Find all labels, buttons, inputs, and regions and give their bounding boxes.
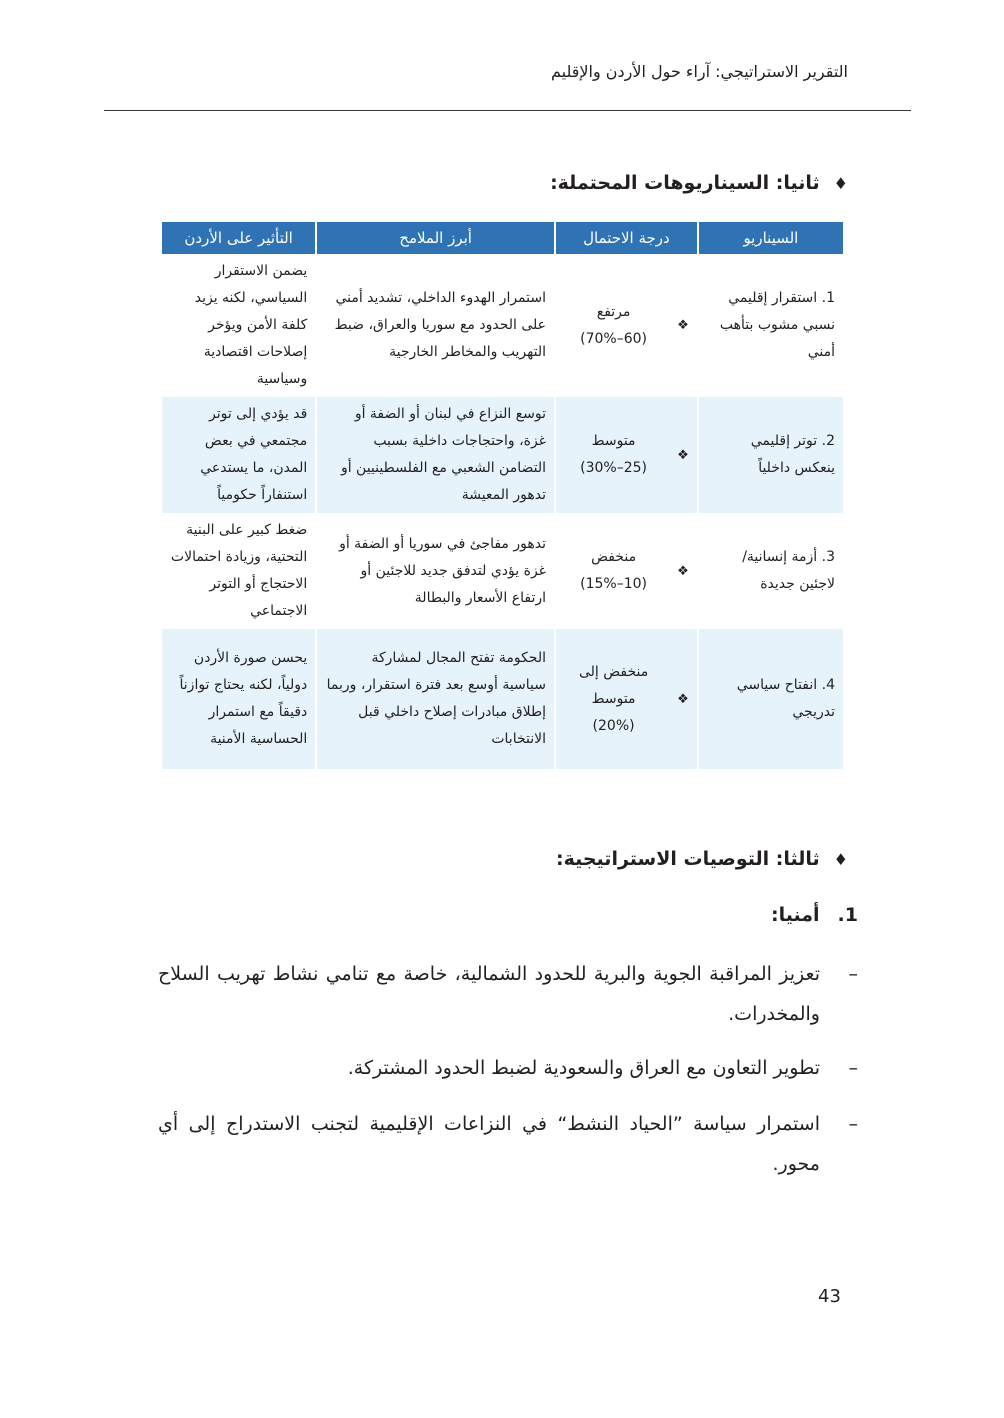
features-cell: توسع النزاع في لبنان أو الضفة أو غزة، واحتجاجات داخلية بسبب التضامن الشعبي مع الفلسطينيين أو تدهور المعيشة (317, 397, 554, 513)
table-row (162, 513, 843, 629)
probability-level: مرتفع (596, 303, 631, 320)
column-header: أبرز الملامح (317, 222, 554, 254)
running-header: التقرير الاستراتيجي: آراء حول الأردن والإقليم (550, 62, 848, 81)
table-row (162, 397, 843, 513)
subsection-heading (771, 904, 858, 926)
recommendation-text: استمرار سياسة ”الحياد النشط“ في النزاعات الإقليمية لتجنب الاستدراج إلى أي محور. (158, 1113, 820, 1175)
recommendation-text: تعزيز المراقبة الجوية والبرية للحدود الشمالية، خاصة مع تنامي نشاط تهريب السلاح والمخدرات. (158, 963, 820, 1025)
scenario-cell: 3. أزمة إنسانية/ لاجئين جديدة (742, 549, 835, 592)
subsection-number: 1. (837, 904, 858, 926)
impact-cell: قد يؤدي إلى توتر مجتمعي في بعض المدن، ما يستدعي استنفاراً حكومياً (162, 397, 315, 513)
probability-percent: (70%–60) (580, 330, 647, 347)
impact-cell: يضمن الاستقرار السياسي، لكنه يزيد كلفة الأمن ويؤخر إصلاحات اقتصادية وسياسية (194, 263, 308, 387)
probability-percent: (20%) (592, 717, 635, 734)
recommendation-item (158, 1048, 858, 1088)
four-diamond-bullet-icon: ❖ (677, 563, 689, 579)
impact-cell: يحسن صورة الأردن دولياً، لكنه يحتاج توازناً دقيقاً مع استمرار الحساسية الأمنية (162, 629, 315, 769)
section-title: ثانيا: السيناريوهات المحتملة: (550, 172, 820, 194)
probability-cell (556, 397, 697, 513)
four-diamond-bullet-icon: ❖ (677, 318, 689, 333)
header-rule (104, 110, 911, 111)
features-cell: تدهور مفاجئ في سوريا أو الضفة أو غزة يؤدي لتدفق جديد للاجئين أو ارتفاع الأسعار والبطالة (339, 535, 546, 606)
table-row (162, 254, 843, 397)
section-heading-recommendations (556, 848, 848, 870)
probability-percent: (30%–25) (580, 460, 647, 476)
impact-cell: ضغط كبير على البنية التحتية، وزيادة احتمالات الاحتجاج أو التوتر الاجتماعي (170, 522, 308, 619)
scenario-cell: 1. استقرار إقليمي نسبي مشوب بتأهب أمني (719, 290, 835, 360)
probability-cell (556, 254, 697, 397)
table-header-row (162, 222, 843, 254)
features-cell: الحكومة تفتح المجال لمشاركة سياسية أوسع بعد فترة استقرار، وربما إطلاق مبادرات إصلاح داخلي قبل الانتخابات (317, 629, 554, 769)
page-number: 43 (818, 1286, 841, 1307)
dash-bullet: – (848, 1113, 858, 1135)
probability-level: منخفض (591, 549, 637, 565)
scenarios-table (160, 222, 845, 769)
column-header: درجة الاحتمال (556, 222, 697, 254)
column-header: السيناريو (699, 222, 843, 254)
section-title: ثالثا: التوصيات الاستراتيجية: (555, 848, 820, 870)
four-diamond-bullet-icon: ❖ (677, 447, 689, 463)
probability-percent: (15%–10) (580, 576, 647, 592)
recommendation-item (158, 954, 858, 1034)
dash-bullet: – (848, 1057, 858, 1079)
probability-cell (556, 629, 697, 769)
scenario-cell: 4. انفتاح سياسي تدريجي (699, 629, 843, 769)
probability-cell (556, 513, 697, 629)
section-heading-scenarios (550, 172, 848, 194)
dash-bullet: – (848, 963, 858, 985)
column-header: التأثير على الأردن (162, 222, 315, 254)
subsection-title: أمنيا: (771, 904, 820, 926)
scenario-cell: 2. توتر إقليمي ينعكس داخلياً (699, 397, 843, 513)
recommendation-item (158, 1104, 858, 1184)
table-row (162, 629, 843, 769)
probability-level: متوسط (591, 433, 636, 449)
diamond-bullet-icon: ♦ (833, 849, 848, 869)
probability-level: منخفض إلى متوسط (578, 663, 649, 707)
diamond-bullet-icon: ♦ (833, 173, 848, 193)
recommendation-text: تطوير التعاون مع العراق والسعودية لضبط الحدود المشتركة. (347, 1057, 820, 1079)
four-diamond-bullet-icon: ❖ (677, 691, 689, 707)
features-cell: استمرار الهدوء الداخلي، تشديد أمني على الحدود مع سوريا والعراق، ضبط التهريب والمخاطر الخارجية (334, 290, 546, 360)
